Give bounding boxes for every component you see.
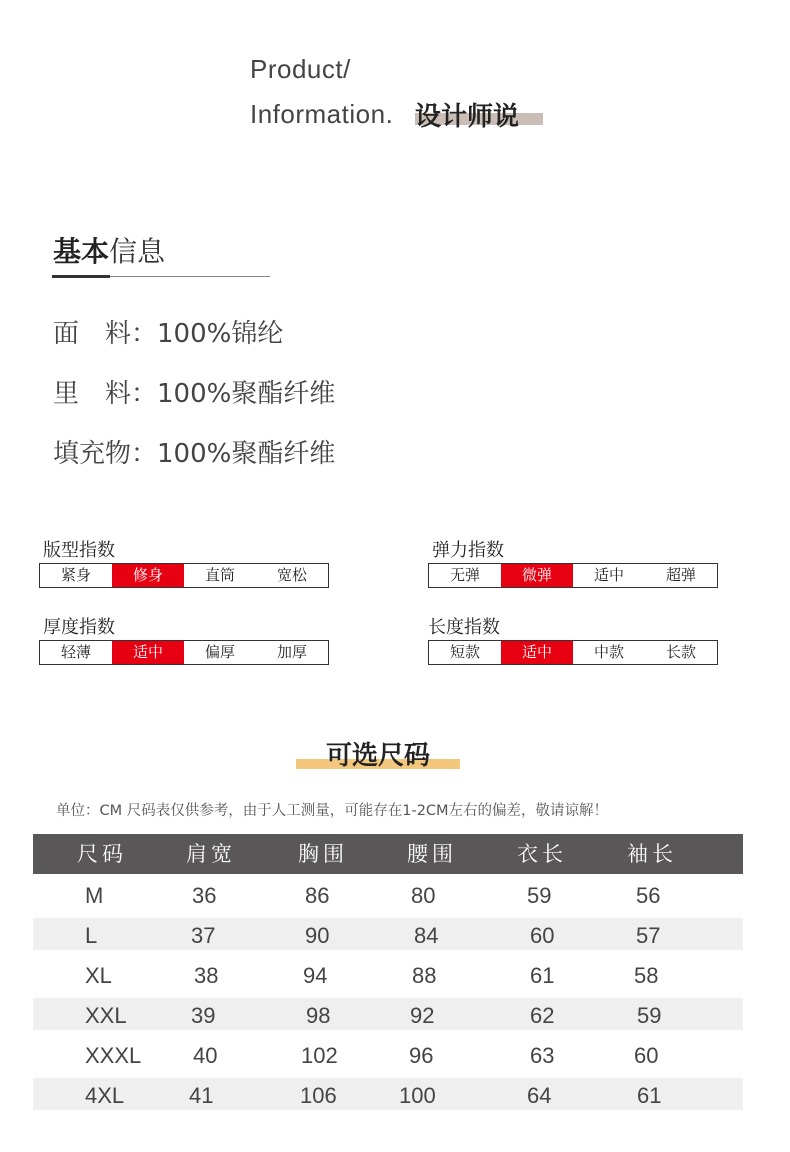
fit-index-option: 紧身 <box>60 566 91 584</box>
table-cell: 56 <box>636 883 661 908</box>
length-index-title: 长度指数 <box>428 617 500 638</box>
header-designer-note <box>415 96 519 133</box>
table-cell: 106 <box>300 1083 337 1108</box>
table-row <box>33 874 743 914</box>
elasticity-index-scale <box>428 563 718 588</box>
table-cell: 40 <box>193 1043 218 1068</box>
spec-shell-fabric: 面 料：100%锦纶 <box>53 319 284 349</box>
table-cell: 84 <box>414 923 439 948</box>
elasticity-index-option-selected: 微弹 <box>501 564 573 587</box>
thickness-index-option: 加厚 <box>276 643 307 661</box>
size-label: XL <box>85 963 112 988</box>
length-index-option: 短款 <box>449 643 480 661</box>
table-cell: 60 <box>530 923 555 948</box>
sizes-title: 可选尺码 <box>325 741 430 771</box>
elasticity-index-option: 适中 <box>593 566 624 584</box>
table-cell: 39 <box>191 1003 216 1028</box>
table-cell: 37 <box>191 923 216 948</box>
table-cell: 63 <box>530 1043 555 1068</box>
length-index-scale <box>428 640 718 665</box>
basic-info-divider-accent <box>52 275 110 278</box>
table-cell: 58 <box>634 963 659 988</box>
spec-filling: 填充物：100%聚酯纤维 <box>53 439 336 469</box>
table-cell: 41 <box>189 1083 214 1108</box>
thickness-index-scale <box>39 640 329 665</box>
size-label: XXL <box>85 1003 127 1028</box>
table-row <box>33 914 743 954</box>
table-cell: 92 <box>410 1003 435 1028</box>
table-cell: 60 <box>634 1043 659 1068</box>
table-cell: 62 <box>530 1003 555 1028</box>
table-row <box>33 1074 743 1114</box>
size-table-header-cell: 衣长 <box>517 842 567 866</box>
table-row <box>33 954 743 994</box>
elasticity-index-title: 弹力指数 <box>432 540 504 561</box>
thickness-index-option: 偏厚 <box>204 643 235 661</box>
thickness-index-option-selected: 适中 <box>112 641 184 664</box>
size-label: L <box>85 923 98 948</box>
size-table-header-cell: 尺码 <box>77 842 127 866</box>
table-row <box>33 1034 743 1074</box>
header-information-text: Information. <box>250 99 394 129</box>
table-cell: 98 <box>306 1003 331 1028</box>
table-cell: 61 <box>637 1083 662 1108</box>
table-cell: 100 <box>399 1083 436 1108</box>
fit-index-option: 宽松 <box>276 566 307 584</box>
table-cell: 61 <box>530 963 555 988</box>
fit-index-option: 直筒 <box>204 566 235 584</box>
size-table-body <box>33 874 743 1114</box>
basic-info-title <box>53 230 165 270</box>
table-cell: 80 <box>411 883 436 908</box>
fit-index-option-selected: 修身 <box>112 564 184 587</box>
table-cell: 94 <box>303 963 328 988</box>
size-table-header-cell: 胸围 <box>298 842 348 866</box>
table-cell: 38 <box>194 963 219 988</box>
table-cell: 90 <box>305 923 330 948</box>
size-table-header <box>33 834 743 874</box>
length-index-option-selected: 适中 <box>501 641 573 664</box>
size-table-header-cell: 肩宽 <box>186 842 236 866</box>
table-cell: 59 <box>637 1003 662 1028</box>
fit-index-scale <box>39 563 329 588</box>
fit-index-title: 版型指数 <box>43 540 115 561</box>
header-designer-title: 设计师说 <box>415 102 520 132</box>
spec-lining: 里 料：100%聚酯纤维 <box>53 379 336 409</box>
elasticity-index-option: 超弹 <box>665 566 696 584</box>
size-label: XXXL <box>85 1043 142 1068</box>
length-index-option: 中款 <box>593 643 624 661</box>
header-product-text: Product/ <box>250 54 351 84</box>
table-cell: 64 <box>527 1083 552 1108</box>
sizes-heading <box>296 735 460 775</box>
basic-info-title-rest: 信息 <box>109 235 166 268</box>
length-index-option: 长款 <box>665 643 696 661</box>
size-note: 单位：CM 尺码表仅供参考，由于人工测量，可能存在1-2CM左右的偏差，敬请谅解！ <box>56 803 609 819</box>
table-cell: 59 <box>527 883 552 908</box>
size-table <box>33 834 743 1114</box>
size-label: 4XL <box>85 1083 125 1108</box>
size-label: M <box>85 883 104 908</box>
table-row <box>33 994 743 1034</box>
table-cell: 102 <box>301 1043 338 1068</box>
table-cell: 36 <box>192 883 217 908</box>
thickness-index-title: 厚度指数 <box>43 617 115 638</box>
basic-info-title-bold: 基本 <box>53 235 110 268</box>
elasticity-index-option: 无弹 <box>449 566 480 584</box>
size-table-header-cell: 袖长 <box>627 842 677 866</box>
table-cell: 96 <box>409 1043 434 1068</box>
thickness-index-option: 轻薄 <box>60 643 91 661</box>
table-cell: 88 <box>412 963 437 988</box>
table-cell: 57 <box>636 923 661 948</box>
size-table-header-cell: 腰围 <box>407 842 457 866</box>
table-cell: 86 <box>305 883 330 908</box>
